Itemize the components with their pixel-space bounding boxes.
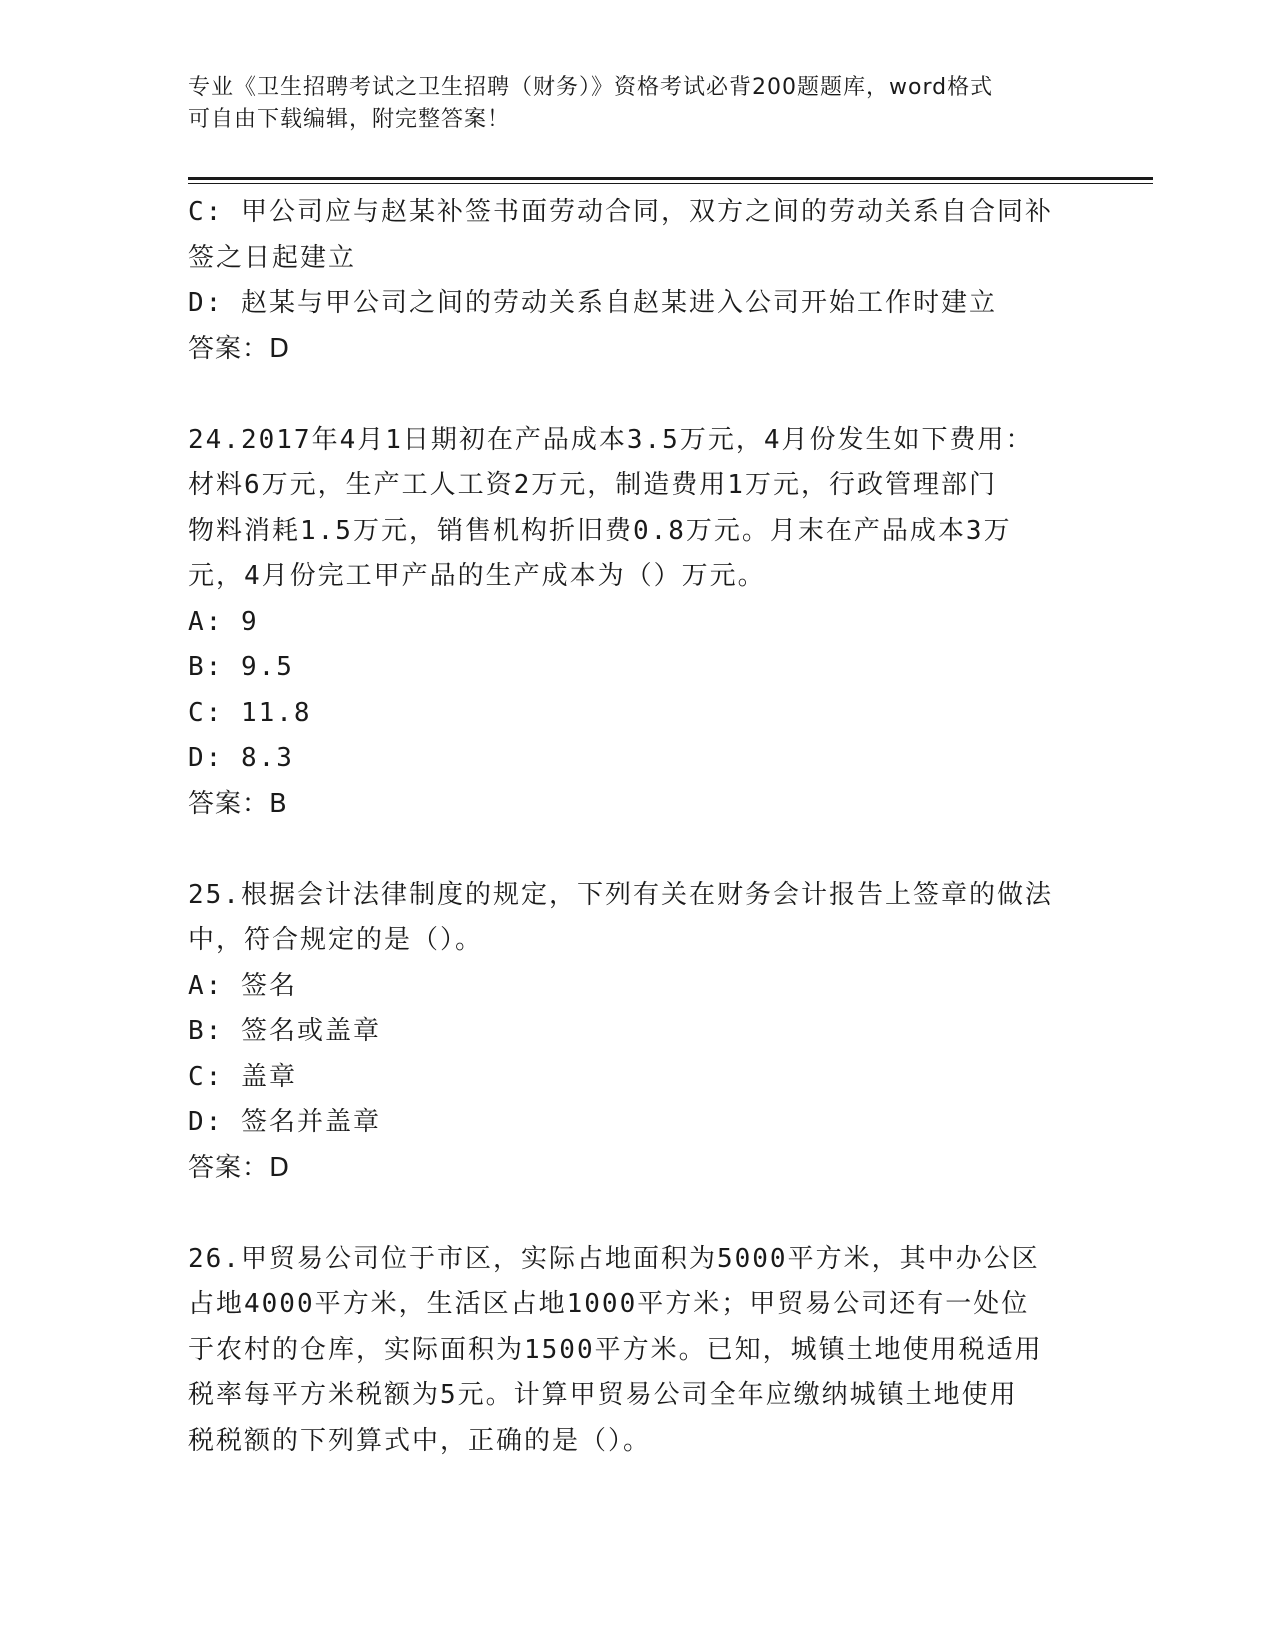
header-rule-thin	[188, 183, 1153, 184]
option-c: C: 11.8	[188, 697, 312, 728]
option-b: B: 9.5	[188, 652, 294, 682]
spacer	[188, 1191, 1088, 1237]
question-stem-line-2: 占地4000平方米，生活区占地1000平方米；甲贸易公司还有一处位	[188, 1289, 1030, 1319]
answer: 答案：B	[188, 788, 288, 819]
document-body	[188, 190, 1088, 1464]
question-stem-line-5: 税税额的下列算式中，正确的是（）。	[188, 1425, 652, 1456]
question-stem-line-4: 税率每平方米税额为5元。计算甲贸易公司全年应缴纳城镇土地使用	[188, 1380, 1018, 1410]
question-stem-line-1: 25.根据会计法律制度的规定，下列有关在财务会计报告上签章的做法	[188, 879, 1053, 910]
header-rule-thick	[188, 177, 1153, 180]
option-a: A: 9	[188, 606, 259, 637]
question-24	[188, 418, 1088, 828]
option-c-line-2: 签之日起建立	[188, 242, 357, 273]
answer: 答案：D	[188, 333, 291, 364]
option-c-line-1: C: 甲公司应与赵某补签书面劳动合同，双方之间的劳动关系自合同补	[188, 197, 1053, 227]
option-a: A: 签名	[188, 970, 297, 1001]
option-c: C: 盖章	[188, 1061, 297, 1092]
header-line-2: 可自由下载编辑，附完整答案！	[188, 107, 511, 132]
question-stem-line-2: 材料6万元，生产工人工资2万元，制造费用1万元，行政管理部门	[188, 470, 997, 500]
question-stem-line-4: 元，4月份完工甲产品的生产成本为（）万元。	[188, 561, 766, 591]
option-b: B: 签名或盖章	[188, 1016, 381, 1046]
question-stem-line-1: 26.甲贸易公司位于市区，实际占地面积为5000平方米，其中办公区	[188, 1243, 1040, 1274]
question-stem-line-3: 于农村的仓库，实际面积为1500平方米。已知，城镇土地使用税适用	[188, 1334, 1043, 1365]
spacer	[188, 372, 1088, 418]
question-23	[188, 190, 1088, 372]
question-stem-line-3: 物料消耗1.5万元，销售机构折旧费0.8万元。月末在产品成本3万	[188, 515, 1012, 546]
option-d: D: 8.3	[188, 743, 294, 773]
option-d: D: 赵某与甲公司之间的劳动关系自赵某进入公司开始工作时建立	[188, 288, 997, 318]
question-25	[188, 873, 1088, 1192]
answer: 答案：D	[188, 1152, 291, 1183]
question-stem-line-2: 中，符合规定的是（）。	[188, 925, 484, 955]
document-header	[188, 72, 1088, 136]
question-26	[188, 1237, 1088, 1465]
spacer	[188, 827, 1088, 873]
question-stem-line-1: 24.2017年4月1日期初在产品成本3.5万元，4月份发生如下费用：	[188, 424, 1034, 455]
option-d: D: 签名并盖章	[188, 1107, 381, 1137]
header-line-1: 专业《卫生招聘考试之卫生招聘（财务）》资格考试必背200题题库，word格式	[188, 75, 994, 100]
